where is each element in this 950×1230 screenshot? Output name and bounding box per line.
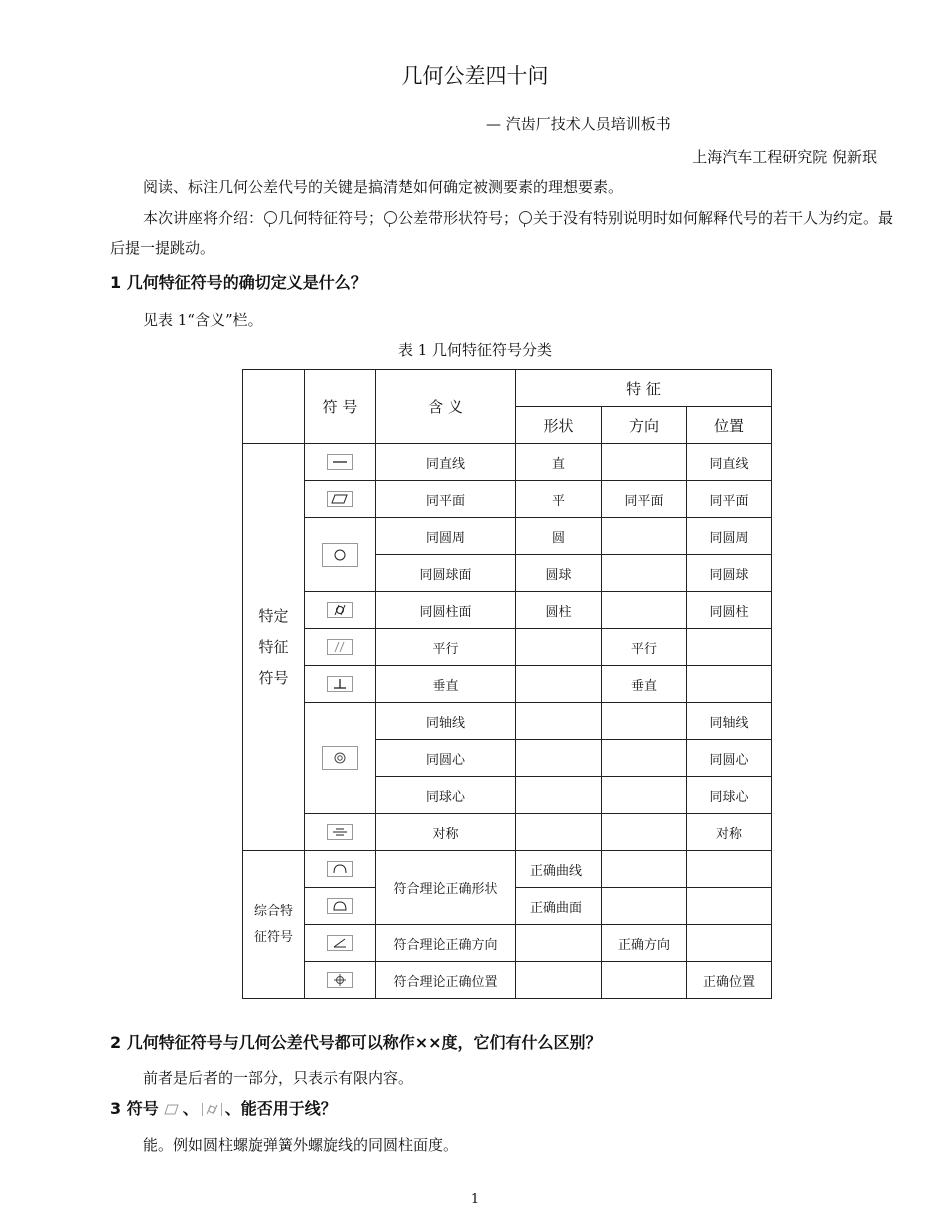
intro-2-lead: 本次讲座将介绍：: [143, 209, 264, 227]
line-profile-icon: [327, 861, 353, 877]
header-position: 位置: [687, 407, 772, 444]
meaning-cell: 同圆柱面: [376, 592, 516, 629]
position-cell: 同直线: [687, 444, 772, 481]
angularity-icon: [327, 935, 353, 951]
position-cell: 对称: [687, 814, 772, 851]
meaning-cell: 同圆周: [376, 518, 516, 555]
straightness-icon: [327, 454, 353, 470]
shape-cell: 平: [516, 481, 602, 518]
direction-cell: [602, 740, 687, 777]
direction-cell: 平行: [602, 629, 687, 666]
table-row: [243, 629, 772, 666]
cylindricity-icon: [327, 602, 353, 618]
direction-cell: 正确方向: [602, 925, 687, 962]
question-3-separator: 、: [182, 1099, 199, 1118]
table-row: [243, 518, 772, 555]
header-symbol: 符 号: [305, 370, 376, 444]
direction-cell: [602, 851, 687, 888]
group-specific-symbols: [243, 444, 305, 851]
symbol-cell: [305, 629, 376, 666]
position-cell: 同球心: [687, 777, 772, 814]
intro-paragraph-2: [110, 203, 900, 263]
symbol-cell: [305, 703, 376, 814]
question-1-heading: 1 几何特征符号的确切定义是什么？: [110, 273, 367, 292]
table-row: [243, 814, 772, 851]
question-3-lead: 3 符号: [110, 1099, 159, 1118]
flatness-icon: [162, 1103, 180, 1116]
symbol-cell: [305, 888, 376, 925]
direction-cell: [602, 555, 687, 592]
table-row: [243, 703, 772, 740]
direction-cell: [602, 444, 687, 481]
group-line: 特征: [258, 637, 289, 656]
flatness-icon: [327, 491, 353, 507]
shape-cell: [516, 666, 602, 703]
meaning-cell: 同圆心: [376, 740, 516, 777]
answer-2: 前者是后者的一部分，只表示有限内容。: [143, 1069, 414, 1087]
shape-cell: [516, 814, 602, 851]
position-cell: [687, 666, 772, 703]
shape-cell: 圆柱: [516, 592, 602, 629]
symbol-cell: [305, 444, 376, 481]
symbol-cell: [305, 592, 376, 629]
table-row: [243, 444, 772, 481]
direction-cell: [602, 592, 687, 629]
intro-paragraph-1: 阅读、标注几何公差代号的关键是搞清楚如何确定被测要素的理想要素。: [143, 178, 624, 196]
answer-1: 见表 1“含义”栏。: [143, 311, 263, 329]
table-row: [243, 851, 772, 888]
meaning-cell: 同轴线: [376, 703, 516, 740]
direction-cell: [602, 962, 687, 999]
table-row: [243, 481, 772, 518]
meaning-cell: 同圆球面: [376, 555, 516, 592]
group-line: 征符号: [253, 929, 293, 945]
document-author: 上海汽车工程研究院 倪新珉: [692, 148, 877, 166]
meaning-cell: 符合理论正确位置: [376, 962, 516, 999]
header-feature: 特 征: [516, 370, 772, 407]
group-line: 特定: [258, 606, 289, 625]
position-cell: 同平面: [687, 481, 772, 518]
parallelism-icon: [327, 639, 353, 655]
answer-3: 能。例如圆柱螺旋弹簧外螺旋线的同圆柱面度。: [143, 1136, 459, 1154]
shape-cell: [516, 777, 602, 814]
meaning-cell: 垂直: [376, 666, 516, 703]
header-empty-cell: [243, 370, 305, 444]
position-cell: [687, 629, 772, 666]
group-line: 综合特: [253, 903, 293, 919]
numbered-circle-icon: [264, 211, 277, 224]
table-caption: 表 1 几何特征符号分类: [397, 341, 553, 359]
position-cell: 同圆球: [687, 555, 772, 592]
position-cell: 正确位置: [687, 962, 772, 999]
intro-2-item-2: 公差带形状符号；: [398, 209, 519, 227]
direction-cell: [602, 703, 687, 740]
symmetry-icon: [327, 824, 353, 840]
circularity-icon: [322, 543, 358, 567]
meaning-cell: 同球心: [376, 777, 516, 814]
symbol-cell: [305, 814, 376, 851]
question-3-heading: [110, 1096, 337, 1119]
surface-profile-icon: [327, 898, 353, 914]
position-cell: [687, 925, 772, 962]
direction-cell: 垂直: [602, 666, 687, 703]
numbered-circle-icon: [384, 211, 397, 224]
cylindricity-icon: [202, 1103, 222, 1116]
direction-cell: [602, 888, 687, 925]
table-row: [243, 592, 772, 629]
question-3-tail: 、能否用于线？: [224, 1099, 337, 1118]
intro-2-item-3: 关于没有特别说明时如何解释代号的若干人为约定。最后提一提跳动。: [110, 209, 894, 257]
meaning-cell: 平行: [376, 629, 516, 666]
symbol-cell: [305, 925, 376, 962]
shape-cell: 正确曲线: [516, 851, 602, 888]
position-cell: 同圆心: [687, 740, 772, 777]
shape-cell: 圆球: [516, 555, 602, 592]
header-direction: 方向: [602, 407, 687, 444]
perpendicularity-icon: [327, 676, 353, 692]
meaning-cell: 符合理论正确方向: [376, 925, 516, 962]
table-row: [243, 962, 772, 999]
page-number: 1: [470, 1192, 480, 1207]
document-subtitle: — 汽齿厂技术人员培训板书: [486, 115, 671, 133]
group-line: 符号: [258, 668, 289, 687]
numbered-circle-icon: [519, 211, 532, 224]
symbol-cell: [305, 851, 376, 888]
table-row: [243, 925, 772, 962]
position-icon: [327, 972, 353, 988]
shape-cell: [516, 629, 602, 666]
intro-2-item-1: 几何特征符号；: [278, 209, 384, 227]
table-row: [243, 666, 772, 703]
concentricity-icon: [322, 746, 358, 770]
position-cell: [687, 851, 772, 888]
meaning-cell: 同平面: [376, 481, 516, 518]
meaning-cell: 对称: [376, 814, 516, 851]
meaning-cell: 同直线: [376, 444, 516, 481]
question-2-heading: 2 几何特征符号与几何公差代号都可以称作××度，它们有什么区别？: [110, 1033, 602, 1052]
document-title: 几何公差四十问: [401, 64, 549, 88]
position-cell: 同圆柱: [687, 592, 772, 629]
position-cell: [687, 888, 772, 925]
position-cell: 同圆周: [687, 518, 772, 555]
symbol-cell: [305, 481, 376, 518]
header-meaning: 含 义: [376, 370, 516, 444]
shape-cell: [516, 925, 602, 962]
shape-cell: [516, 962, 602, 999]
direction-cell: [602, 814, 687, 851]
group-composite-symbols: [243, 851, 305, 999]
shape-cell: [516, 740, 602, 777]
direction-cell: [602, 777, 687, 814]
header-shape: 形状: [516, 407, 602, 444]
meaning-cell: 符合理论正确形状: [376, 851, 516, 925]
symbol-cell: [305, 666, 376, 703]
geometric-symbol-table: [242, 369, 772, 999]
position-cell: 同轴线: [687, 703, 772, 740]
symbol-cell: [305, 518, 376, 592]
direction-cell: 同平面: [602, 481, 687, 518]
direction-cell: [602, 518, 687, 555]
shape-cell: 圆: [516, 518, 602, 555]
shape-cell: [516, 703, 602, 740]
shape-cell: 正确曲面: [516, 888, 602, 925]
shape-cell: 直: [516, 444, 602, 481]
symbol-cell: [305, 962, 376, 999]
